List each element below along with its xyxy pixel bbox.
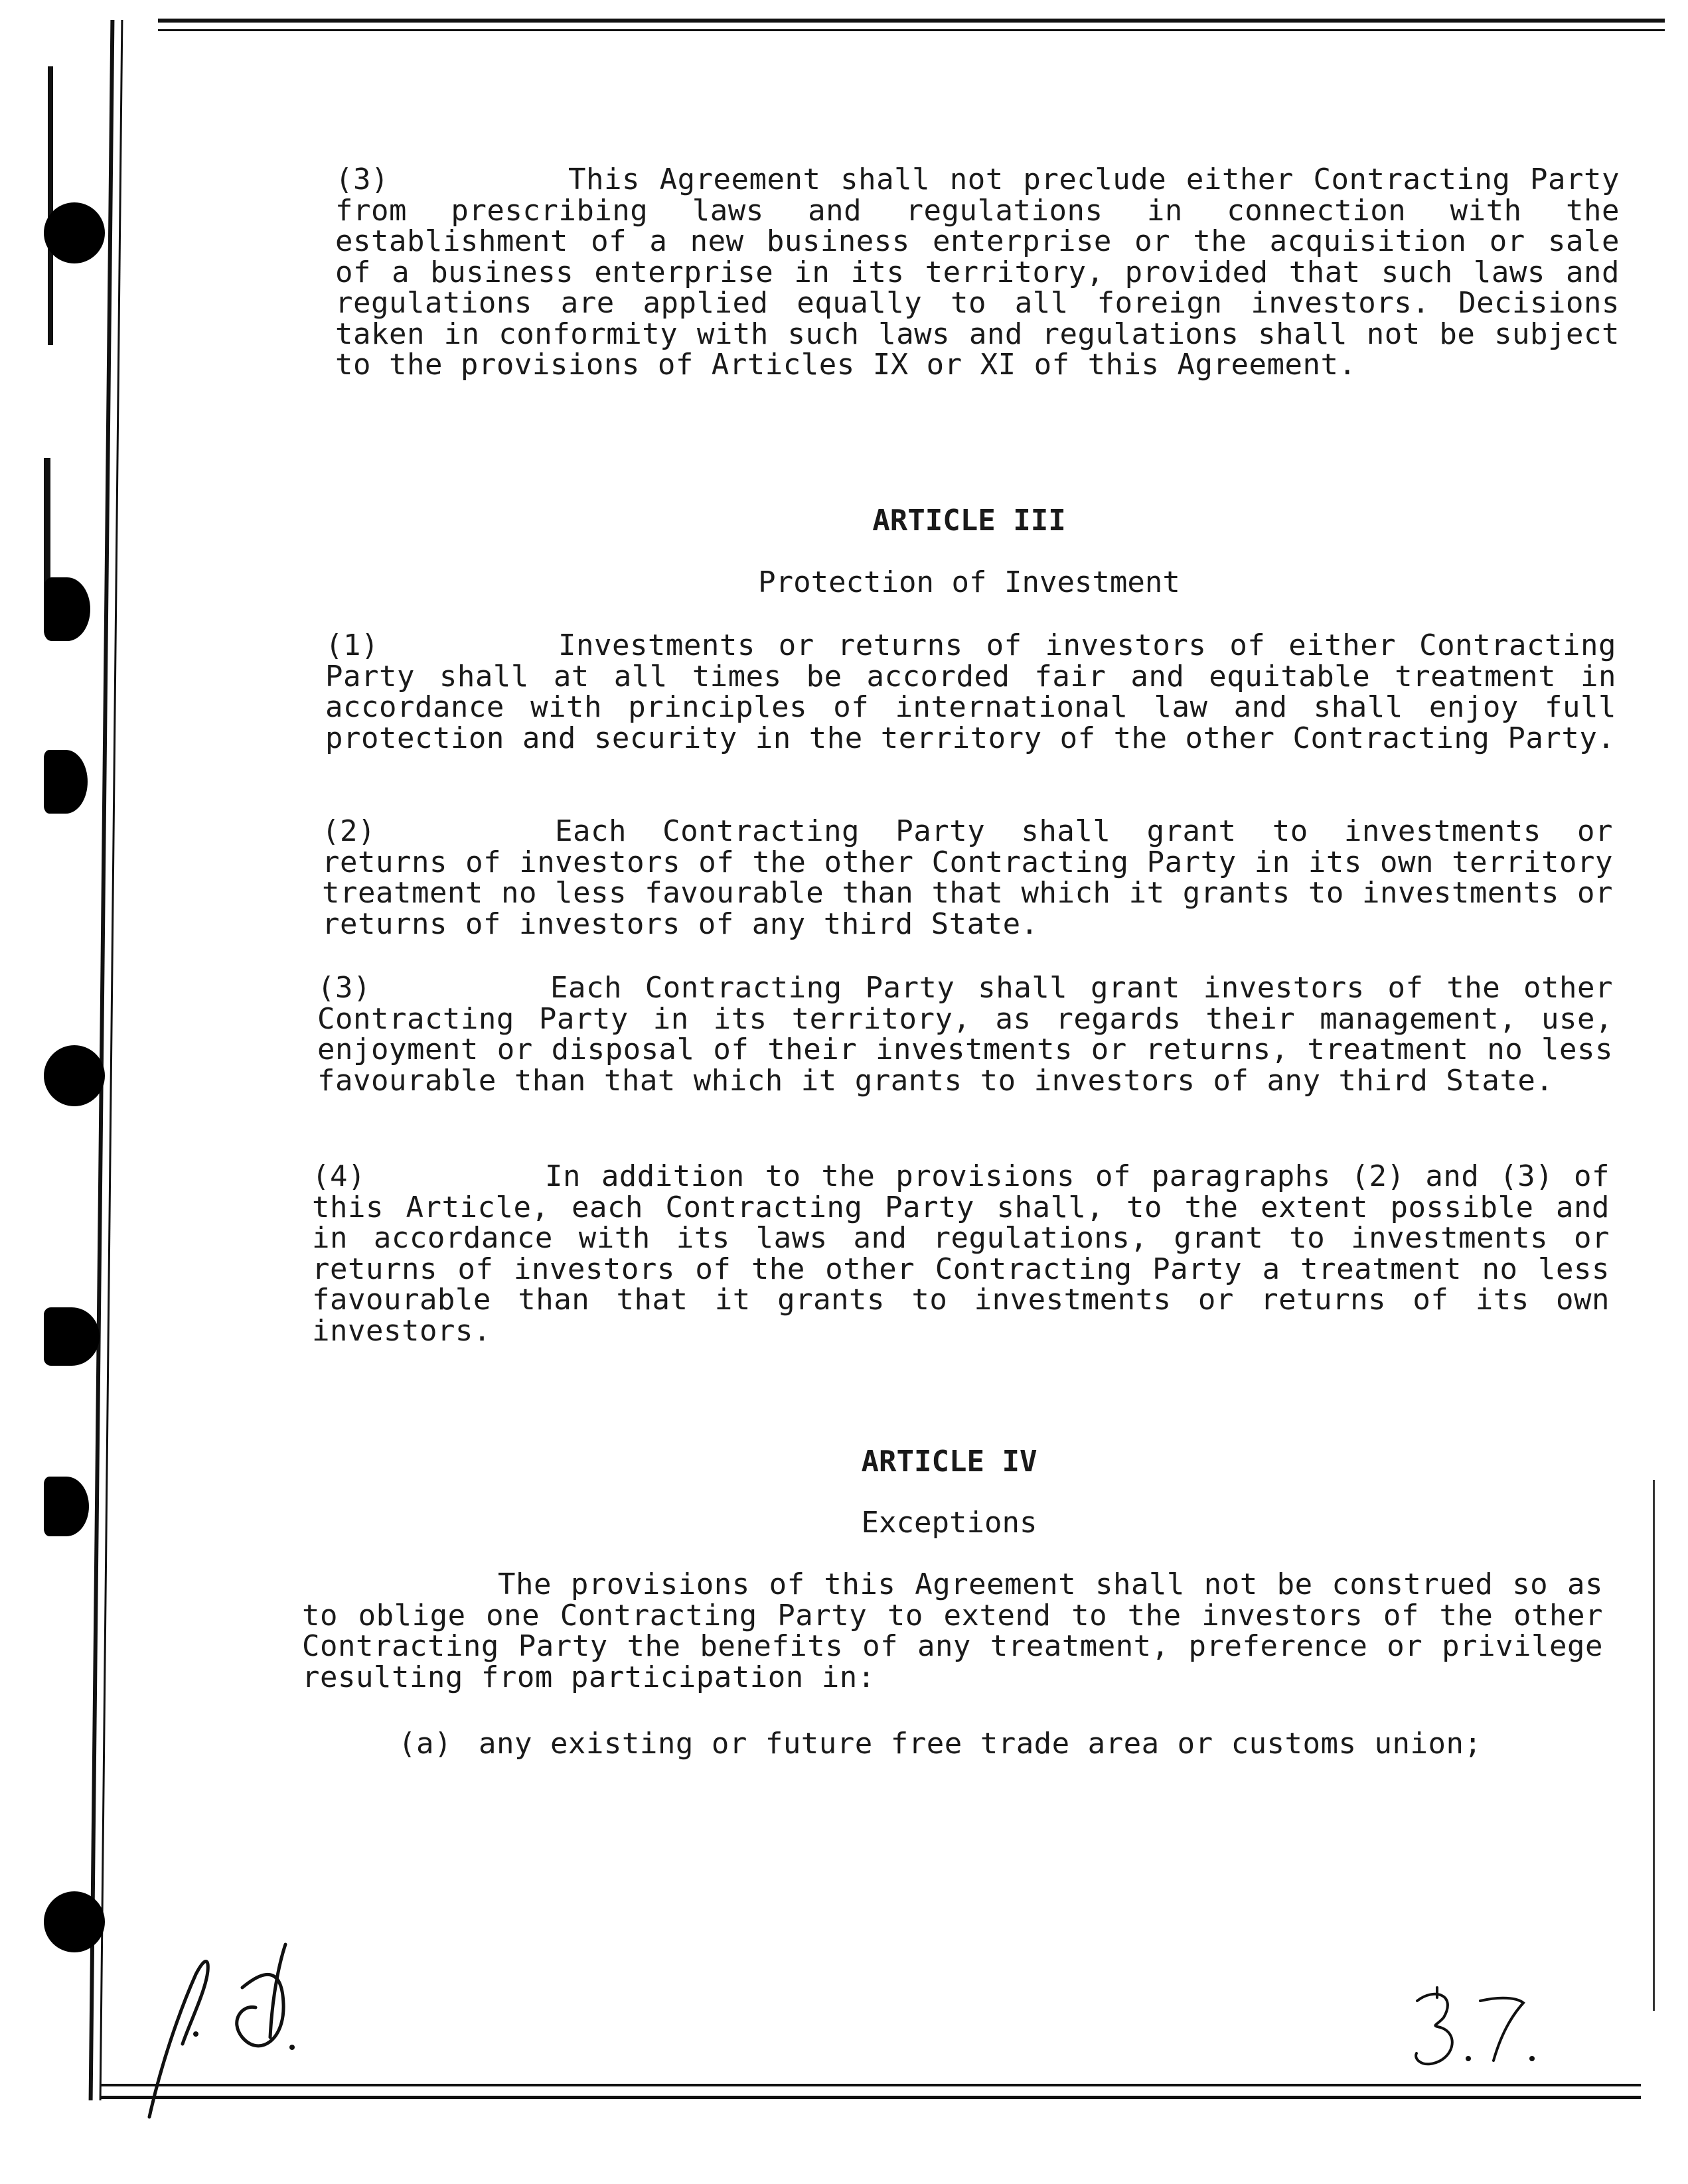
frame-right-border <box>1653 1480 1655 2011</box>
article-3-subheading: Protection of Investment <box>758 565 1180 599</box>
paragraph-number: (3) <box>335 163 389 196</box>
binding-edge-mark <box>48 66 53 345</box>
article-4-intro <box>302 1569 1603 1693</box>
punch-hole <box>44 1307 100 1366</box>
handwritten-initials-left <box>143 1925 302 2126</box>
item-text: any existing or future free trade area or customs union; <box>478 1727 1482 1761</box>
paragraph-number: (3) <box>317 971 371 1005</box>
paragraph-text: Each Contracting Party shall grant investors of the other Contracting Party in its territory, as regards their management, use, enjoyment or disposal of their investments or returns, treatment no less favourable than that which it grants to investors of any third State. <box>317 971 1613 1098</box>
punch-hole <box>44 577 90 641</box>
frame-top-border <box>158 19 1665 31</box>
paragraph-text: In addition to the provisions of paragraphs (2) and (3) of this Article, each Contracting Party shall, to the extent possible and in accordance with its laws and regulations, grant to investments or returns of investors of the other Contracting Party a treatment no less favourable than that it grants to investments or returns of its own investors. <box>312 1159 1610 1348</box>
punch-hole <box>44 202 105 263</box>
article-3-paragraph-1 <box>325 630 1616 754</box>
article-3-paragraph-2 <box>322 816 1613 940</box>
article-4-subheading: Exceptions <box>861 1506 1037 1540</box>
paragraph-number: (2) <box>322 814 376 848</box>
initials-right-drawing <box>1407 1984 1540 2071</box>
article-2-paragraph-3 <box>335 165 1620 381</box>
punch-hole <box>44 1045 105 1106</box>
article-4-heading: ARTICLE IV <box>861 1445 1037 1479</box>
article-3-paragraph-4 <box>312 1161 1610 1347</box>
article-4-item-a <box>398 1729 1606 1760</box>
paragraph-text: The provisions of this Agreement shall not be construed so as to oblige one Contracting Party to extend to the investors of the other Contracting Party the benefits of any treatment, preference or privilege resulting from participation in: <box>302 1567 1603 1694</box>
article-3-heading: ARTICLE III <box>872 504 1066 538</box>
punch-hole <box>44 1891 105 1952</box>
initials-left-drawing <box>143 1925 302 2124</box>
paragraph-text: Each Contracting Party shall grant to investments or returns of investors of the other Contracting Party in its own territory treatment no less favourable than that which it grants to investments or returns of investors of any third State. <box>322 814 1613 941</box>
handwritten-initials-right <box>1407 1984 1540 2073</box>
punch-hole <box>44 750 88 814</box>
article-3-paragraph-3 <box>317 973 1613 1096</box>
paragraph-text: This Agreement shall not preclude either Contracting Party from prescribing laws and regulations in connection with the establishment of a new business enterprise or the acquisition or sale of a business enterprise in its territory, provided that such laws and regulations are applied equally to all foreign investors. Decisions taken in conformity with such laws and regulations shall not be subject to the provisions of Articles IX or XI of this Agreement. <box>335 163 1620 382</box>
paragraph-number: (4) <box>312 1159 366 1193</box>
item-label: (a) <box>398 1727 452 1761</box>
frame-bottom-border <box>101 2084 1641 2099</box>
paragraph-number: (1) <box>325 628 379 662</box>
punch-hole <box>44 1477 89 1536</box>
paragraph-text: Investments or returns of investors of either Contracting Party shall at all times be accorded fair and equitable treatment in accordance with principles of international law and shall enjoy full protection and security in the territory of the other Contracting Party. <box>325 628 1616 755</box>
